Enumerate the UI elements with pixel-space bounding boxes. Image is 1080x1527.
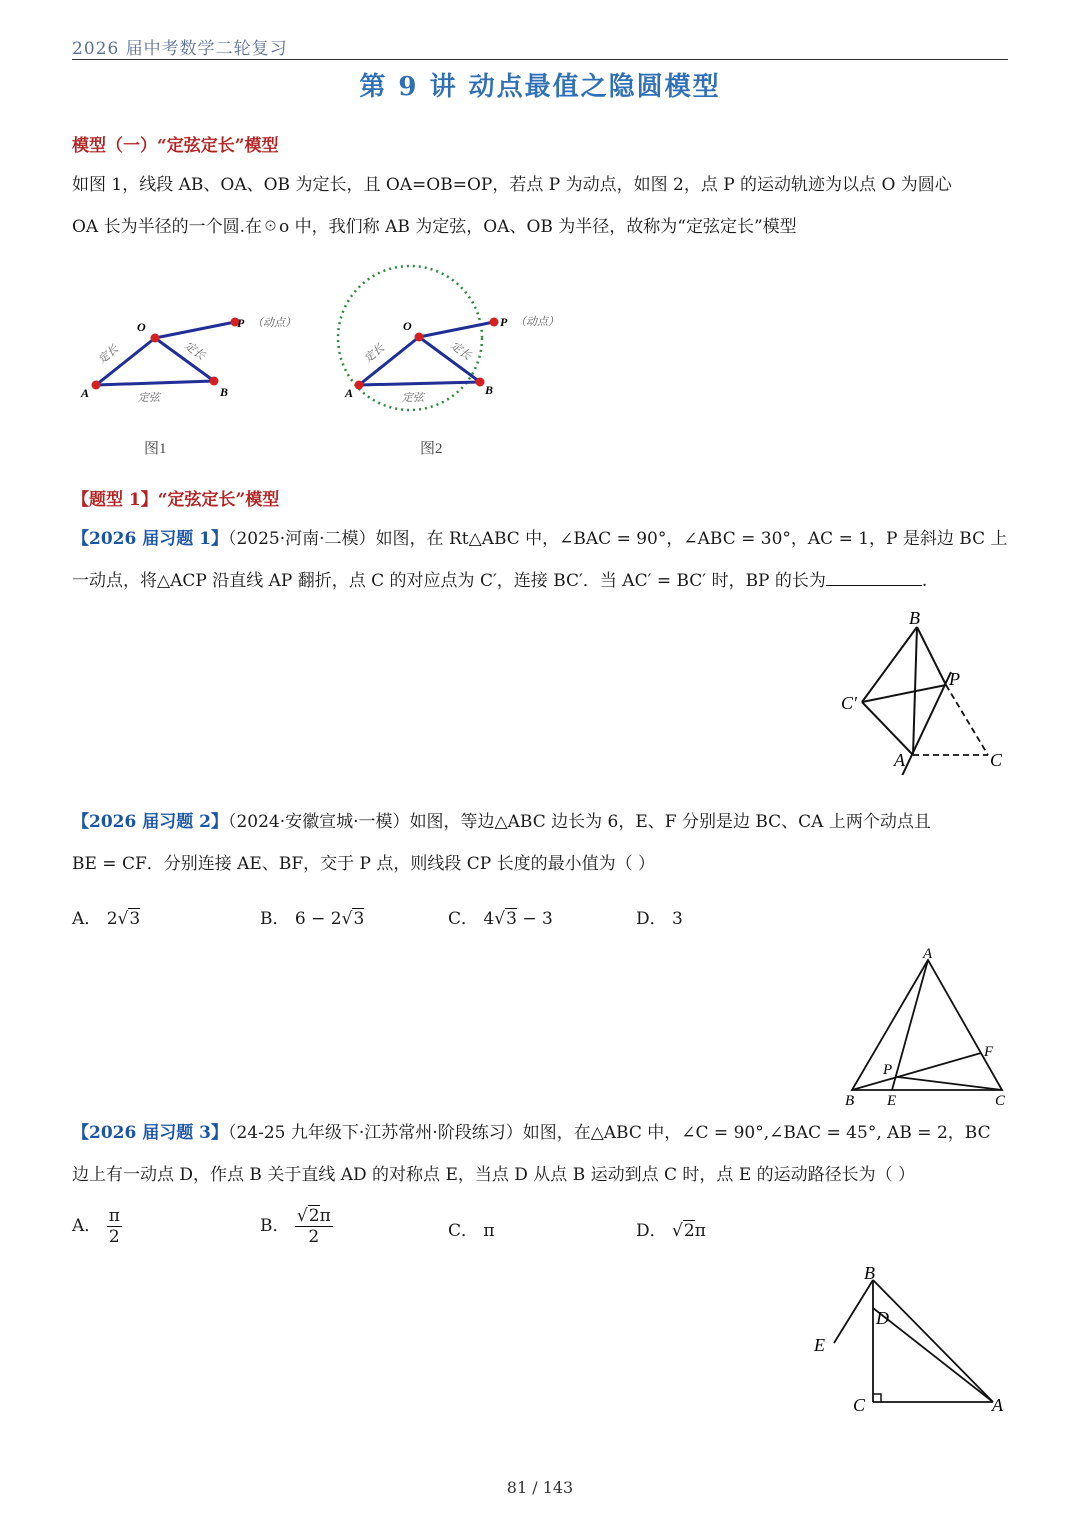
figure-2-caption: 图2 [420,441,443,457]
problem-2-line-1 [72,801,931,843]
option-b-radicand: 2 [308,1206,320,1226]
point-b [476,378,485,387]
label-b: B [220,385,229,399]
segment-ob [155,338,214,381]
point-o [415,333,424,342]
problem-1-line-1 [72,518,1008,560]
problem-1-period: . [921,571,928,591]
option-a-coefficient: 2 [106,909,118,929]
problem-3-text-1: 如图，在△ABC 中，∠C = 90°,∠BAC = 45°, AB = 2，BC [522,1123,991,1143]
problem-3-line-2: 边上有一动点 D，作点 B 关于直线 AD 的对称点 E，当点 D 从点 B 运动到点 C 时，点 E 的运动路径长为（ ） [72,1165,916,1185]
document-header-title: 2026 届中考数学二轮复习 [72,39,288,59]
problem-1-text-2: 一动点，将△ACP 沿直线 AP 翻折，点 C 的对应点为 C′，连接 BC′．当 AC′ = BC′ 时，BP 的长为 [72,571,826,591]
option-b-numerator: √2π [296,1206,331,1226]
option-a-fraction [107,1206,122,1247]
problem-1-line-2 [72,560,927,602]
problem-2-source: （2024·安徽宣城·一模） [227,812,410,832]
label-a: A [345,386,354,400]
segment-be [834,1280,873,1343]
point-p [490,318,499,327]
answer-blank [826,567,922,586]
segment-op [155,322,235,338]
label-b: B [845,1093,855,1109]
segment-bp [917,627,946,685]
option-b-label: B． [260,909,290,929]
option-c-radicand: 3 [506,909,517,929]
figure-1-caption: 图1 [144,441,167,457]
label-a: A [923,946,933,962]
option-a-denominator: 2 [108,1227,120,1247]
problem-2-option-a[interactable]: A． 2√3 [72,909,141,929]
problem-2-line-2: BE = CF．分别连接 AE、BF，交于 P 点，则线段 CP 长度的最小值为（ ） [72,854,656,874]
label-o: O [403,319,412,333]
segment-bc-prime [862,627,917,702]
problem-3-figure [805,1258,1020,1428]
problem-2-figure [838,940,1018,1112]
option-c-value: π [483,1221,495,1241]
point-a [92,381,101,390]
option-c-coefficient: 4 [483,909,495,929]
segment-ab [359,382,480,385]
option-d-radicand: 2 [683,1221,695,1241]
problem-3-option-a[interactable] [72,1206,122,1247]
option-a-label: A． [72,1216,102,1236]
annotation-fixed-chord: 定弦 [402,392,424,404]
point-o [151,334,160,343]
label-a: A [894,750,905,770]
problem-3-tag: 【2026 届习题 3】 [72,1123,228,1143]
label-b: B [864,1263,875,1283]
option-d-pi: π [694,1221,706,1241]
segment-da [873,1308,993,1402]
label-p: P [883,1062,893,1078]
problem-3-source: （24-25 九年级下·江苏常州·阶段练习） [227,1123,523,1143]
problem-2-option-d[interactable] [636,904,683,929]
page-number: 81 / 143 [506,1478,574,1497]
label-e: E [887,1093,897,1109]
label-p: P [500,315,508,329]
annotation-moving-point: （动点） [515,316,559,328]
label-d: D [876,1308,889,1328]
triangle-abc [852,960,1002,1090]
problem-3-line-1 [72,1112,991,1154]
problem-2-option-c[interactable]: C． 4√3 − 3 [448,909,553,929]
problem-1-text-1: 如图，在 Rt△ABC 中，∠BAC = 90°，∠ABC = 30°，AC = 1，P 是斜边 BC 上 [375,529,1008,549]
option-c-label: C． [448,909,479,929]
annotation-fixed-length-ob: 定长 [448,339,474,363]
option-b-fraction [295,1206,333,1247]
option-d-label: D． [636,909,667,929]
point-a [355,381,364,390]
problem-3-option-b[interactable] [260,1206,333,1247]
figure-2-diagram [330,255,590,470]
label-b: B [485,383,494,397]
type-section-heading: 【题型 1】“定弦定长”模型 [72,490,280,510]
figure-1-diagram [72,300,332,470]
annotation-fixed-length-ob: 定长 [182,339,208,363]
model-paragraph-line-1: 如图 1，线段 AB、OA、OB 为定长，且 OA=OB=OP，若点 P 为动点，如图 2，点 P 的运动轨迹为以点 O 为圆心 [72,175,952,195]
label-c-prime: C′ [841,693,857,713]
model-paragraph-line-2: OA 长为半径的一个圆.在☉o 中，我们称 AB 为定弦，OA、OB 为半径，故称为“定弦定长”模型 [72,217,797,237]
problem-3-option-d[interactable]: D． √2π [636,1221,706,1241]
option-c-suffix: − 3 [516,909,553,929]
option-b-label: B． [260,1216,290,1236]
segment-c-prime-a [862,702,913,755]
line-ap [901,672,951,775]
label-b: B [909,608,920,628]
option-a-label: A． [72,909,102,929]
label-f: F [984,1044,994,1060]
annotation-fixed-chord: 定弦 [138,392,160,404]
option-b-pi: π [319,1206,331,1226]
label-e: E [814,1335,825,1355]
label-c: C [990,750,1003,770]
option-d-label: D． [636,1221,667,1241]
segment-op [419,322,494,337]
problem-1-source: （2025·河南·二模） [227,529,376,549]
annotation-fixed-length-oa: 定长 [362,341,387,366]
segment-ab [96,381,214,385]
label-c: C [853,1395,866,1415]
problem-2-tag: 【2026 届习题 2】 [72,812,228,832]
segment-c-prime-p [862,685,946,702]
segment-pc [898,1077,1002,1090]
option-a-radicand: 3 [129,909,141,929]
segment-ob [419,337,480,382]
header-divider [72,59,1008,60]
option-b-denominator: 2 [308,1227,320,1247]
problem-1-tag: 【2026 届习题 1】 [72,529,228,549]
annotation-fixed-length-oa: 定长 [96,342,121,367]
problem-1-figure [835,605,1015,775]
label-a: A [81,386,90,400]
annotation-moving-point: （动点） [252,317,296,329]
option-b-radicand: 3 [353,909,365,929]
problem-3-option-c[interactable] [448,1216,495,1241]
model-section-heading: 模型（一）“定弦定长”模型 [72,136,279,156]
option-d-value: 3 [672,909,683,929]
segment-pc-dashed [946,685,988,755]
label-c: C [995,1093,1006,1109]
lecture-title: 第 9 讲 动点最值之隐圆模型 [359,72,721,102]
option-c-label: C． [448,1221,479,1241]
option-a-numerator: π [108,1206,120,1226]
problem-2-text-1: 如图，等边△ABC 边长为 6，E、F 分别是边 BC、CA 上两个动点且 [409,812,931,832]
point-b [210,377,219,386]
problem-2-option-b[interactable]: B． 6 − 2√3 [260,909,365,929]
right-angle-mark [873,1394,881,1402]
label-p: P [949,669,960,689]
option-b-prefix: 6 − 2 [294,909,342,929]
label-o: O [137,320,146,334]
label-a: A [992,1395,1003,1415]
label-p: P [237,316,245,330]
segment-ba [873,1280,993,1402]
